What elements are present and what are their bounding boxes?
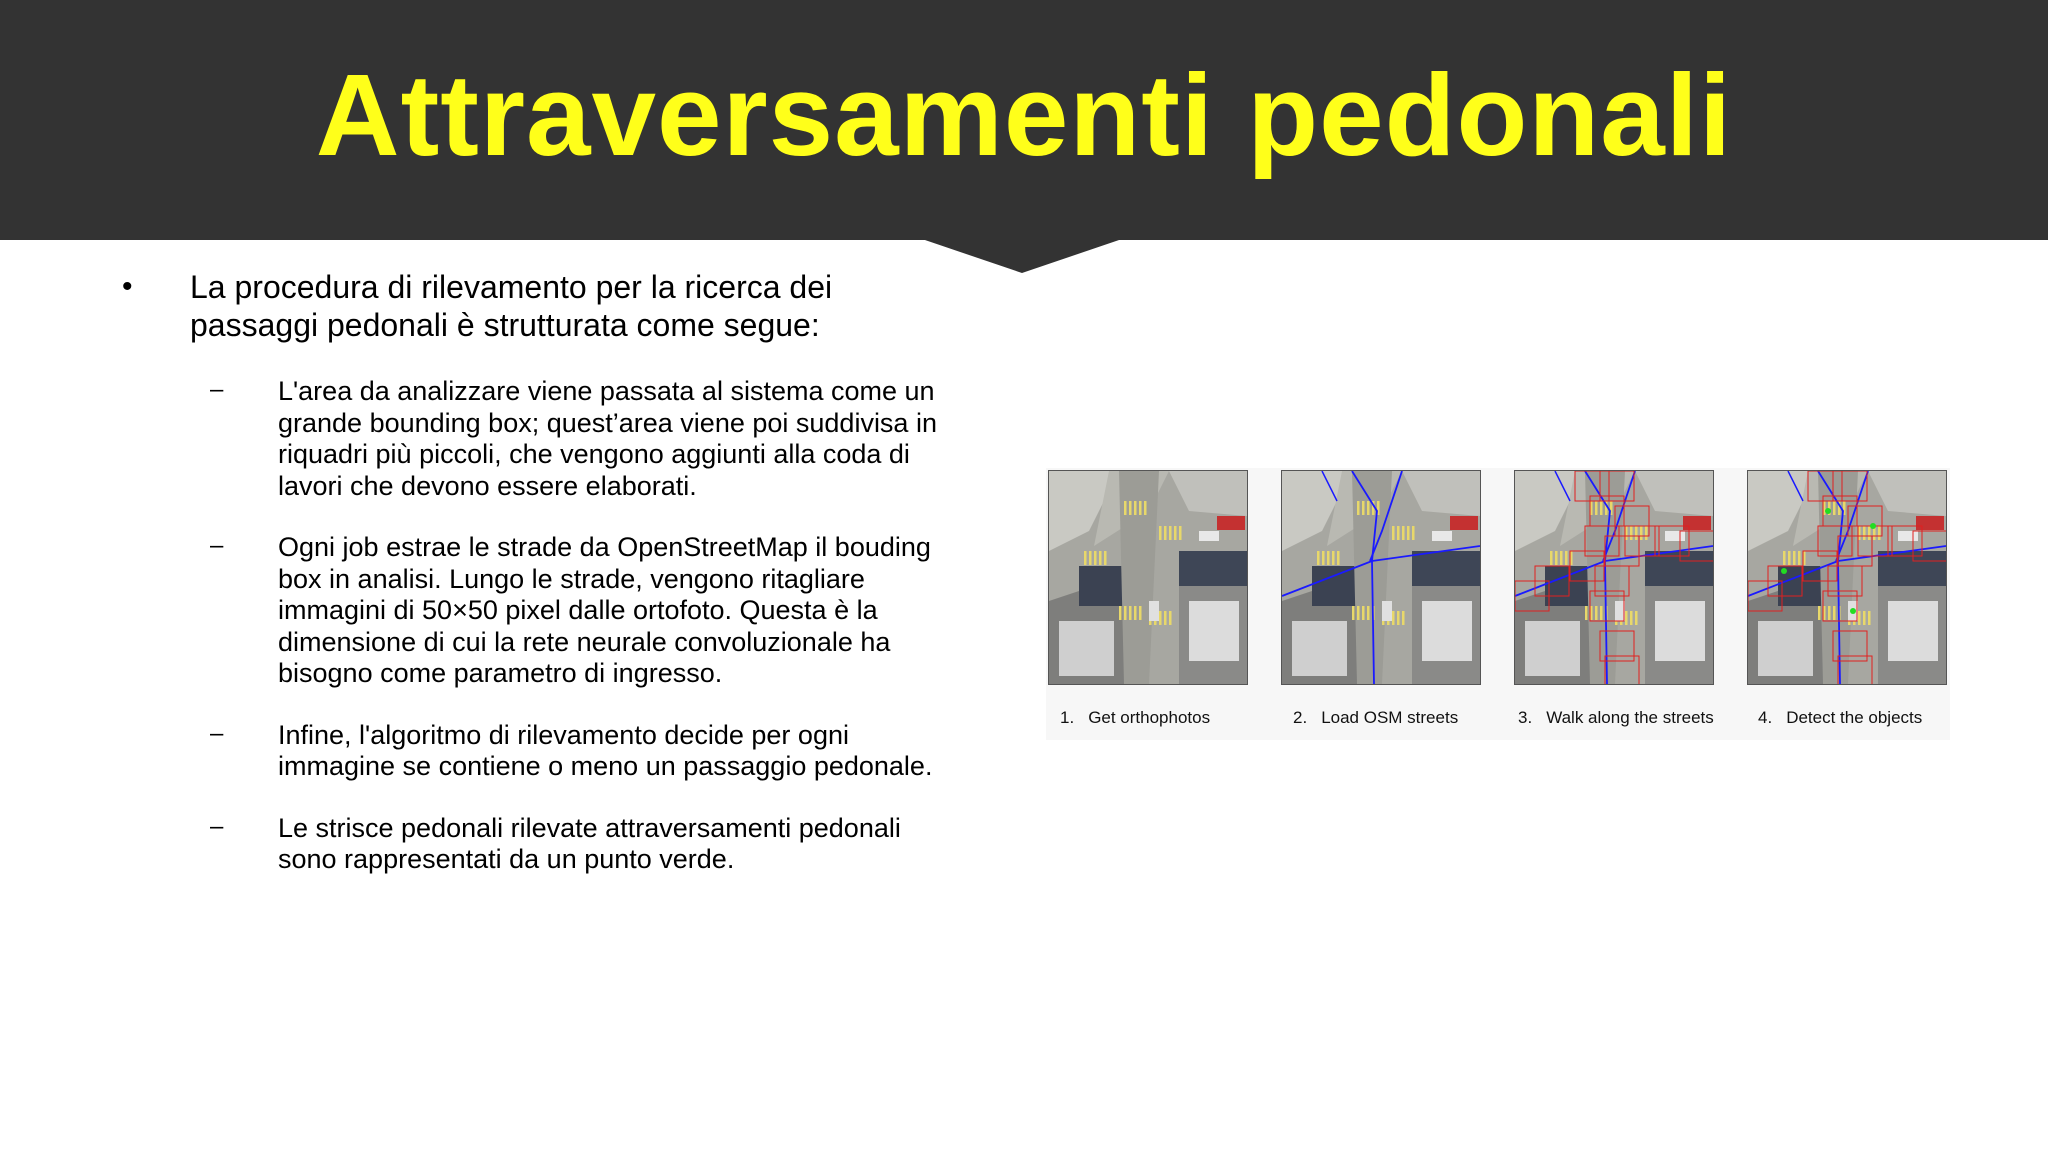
caption-step-4: 4. Detect the objects	[1758, 708, 1923, 727]
sub-bullet-line: immagine se contiene o meno un passaggio pedonale.	[278, 751, 933, 781]
main-bullet	[120, 268, 1000, 344]
sub-bullet-line: grande bounding box; quest’area viene poi suddivisa in	[278, 407, 937, 438]
sub-bullet-line: Infine, l'algoritmo di rilevamento decide per ogni	[278, 719, 849, 750]
sub-bullet-item	[120, 376, 1000, 502]
osm-streets-panel	[1281, 470, 1481, 685]
sub-bullet-item	[120, 813, 1000, 876]
dash-marker: –	[210, 532, 224, 559]
caption-step-1: 1. Get orthophotos	[1060, 708, 1211, 727]
sub-bullet-line: Le strisce pedonali rilevate attraversamenti pedonali	[278, 812, 901, 843]
pipeline-figure	[1046, 468, 1950, 740]
sub-bullet-line: sono rappresentati da un punto verde.	[278, 844, 735, 874]
text-content	[120, 268, 1000, 906]
walk-streets-panel	[1514, 470, 1714, 685]
sub-bullet-line: L'area da analizzare viene passata al sistema come un	[278, 376, 935, 406]
dash-marker: –	[210, 376, 224, 403]
slide-title: Attraversamenti pedonali	[315, 50, 1733, 180]
sub-bullet-line: bisogno come parametro di ingresso.	[278, 658, 723, 688]
sub-bullet-line: immagini di 50×50 pixel dalle ortofoto. Questa è la	[278, 595, 878, 625]
sub-bullet-line: Ogni job estrae le strade da OpenStreetMap il bouding	[278, 532, 931, 562]
main-bullet-line-2: passaggi pedonali è strutturata come segue:	[190, 307, 820, 343]
caption-step-3: 3. Walk along the streets	[1518, 708, 1714, 727]
sub-bullet-item	[120, 532, 1000, 690]
caption-step-2: 2. Load OSM streets	[1293, 708, 1459, 727]
sub-bullet-line: riquadri più piccoli, che vengono aggiunti alla coda di	[278, 439, 910, 469]
sub-bullet-list	[120, 376, 1000, 876]
dash-marker: –	[210, 719, 224, 747]
sub-bullet-item	[120, 720, 1000, 783]
detect-objects-panel	[1747, 470, 1947, 685]
sub-bullet-line: dimensione di cui la rete neurale convoluzionale ha	[278, 626, 891, 657]
bullet-marker: •	[122, 270, 133, 303]
main-bullet-line-1: La procedura di rilevamento per la ricerca dei	[190, 269, 833, 305]
title-bar	[0, 0, 2048, 240]
dash-marker: –	[210, 812, 224, 840]
sub-bullet-line: box in analisi. Lungo le strade, vengono ritagliare	[278, 563, 865, 594]
sub-bullet-line: lavori che devono essere elaborati.	[278, 470, 697, 501]
orthophoto-panel	[1048, 470, 1248, 685]
